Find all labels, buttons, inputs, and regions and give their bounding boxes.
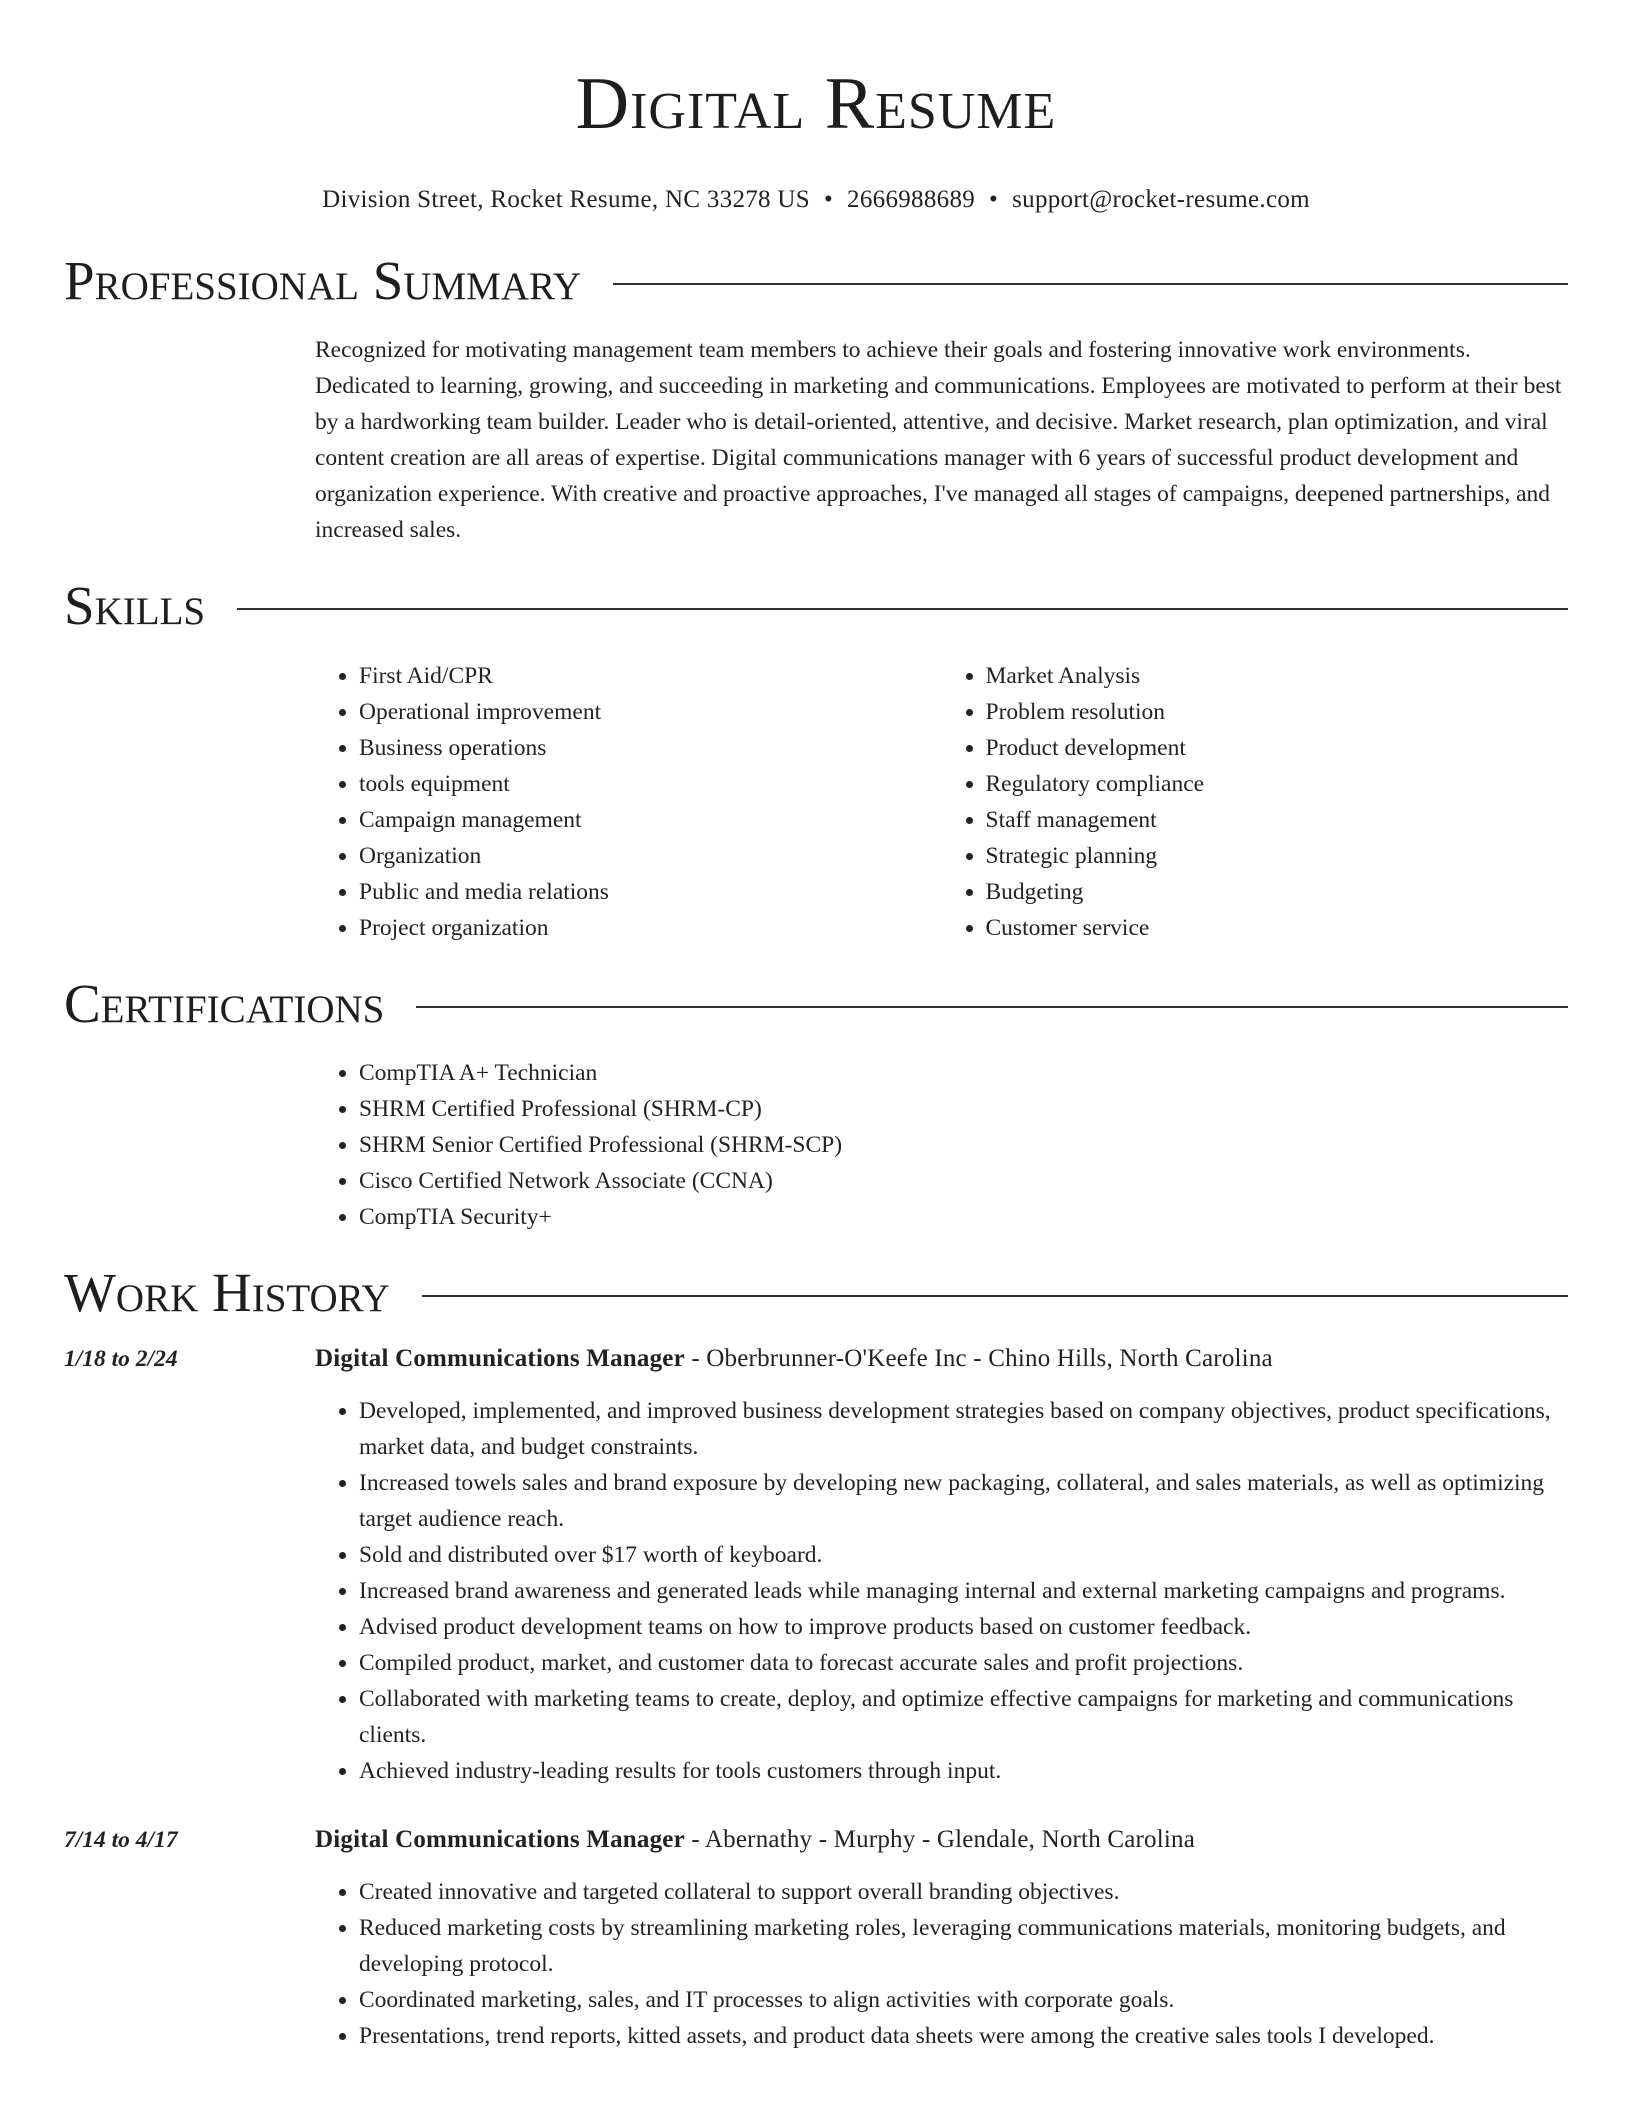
email: support@rocket-resume.com: [1012, 186, 1310, 213]
skill-item: • Business operations: [359, 730, 942, 766]
skill-item: • Strategic planning: [986, 838, 1569, 874]
job-header: [64, 1822, 1568, 1858]
job-heading: [315, 1341, 1273, 1377]
contact-separator: •: [989, 186, 999, 213]
section-title-skills: Skills: [64, 575, 206, 636]
certification-item: • CompTIA A+ Technician: [359, 1055, 1568, 1091]
job-duties: [315, 1874, 1568, 2054]
skill-item: • Customer service: [986, 910, 1569, 946]
contact-line: [64, 184, 1568, 216]
job-duty-item: • Advised product development teams on how to improve products based on customer feedback.: [359, 1609, 1568, 1645]
resume-page: [64, 0, 1568, 2054]
job-duty-item: • Reduced marketing costs by streamlining marketing roles, leveraging communications materials, monitoring budgets, and developing protocol.: [359, 1910, 1568, 1982]
job-duty-item: • Sold and distributed over $17 worth of keyboard.: [359, 1537, 1568, 1573]
section-title-work-history: Work History: [64, 1262, 390, 1323]
summary-text: Recognized for motivating management team members to achieve their goals and fostering innovative work environments. Dedicated to learning, growing, and succeeding in marketing and communications. Employees are motivated to perform at their best by a hardworking team builder. Leader who is detail-oriented, attentive, and decisive. Market research, plan optimization, and viral content creation are all areas of expertise. Digital communications manager with 6 years of successful product development and organization experience. With creative and proactive approaches, I've managed all stages of campaigns, deepened partnerships, and increased sales.: [315, 337, 1562, 543]
certifications-section: [315, 1055, 1568, 1235]
skill-item: • Operational improvement: [359, 694, 942, 730]
skills-section-header: [64, 574, 1568, 638]
job-company-location: - Oberbrunner-O'Keefe Inc - Chino Hills, North Carolina: [684, 1345, 1273, 1372]
job-duties-list: [315, 1393, 1568, 1789]
skill-item: • Campaign management: [359, 802, 942, 838]
work-section-header: [64, 1261, 1568, 1325]
section-divider: [422, 1295, 1568, 1297]
certifications-list: [315, 1055, 1568, 1235]
section-title-certifications: Certifications: [64, 973, 385, 1034]
skill-item: • Regulatory compliance: [986, 766, 1569, 802]
skills-list-left: [315, 658, 942, 946]
job-duty-item: • Compiled product, market, and customer data to forecast accurate sales and profit projections.: [359, 1645, 1568, 1681]
skill-item: • Project organization: [359, 910, 942, 946]
phone: 2666988689: [847, 186, 976, 213]
job-duty-item: • Developed, implemented, and improved business development strategies based on company objectives, product specifications, market data, and budget constraints.: [359, 1393, 1568, 1465]
job-duty-item: • Coordinated marketing, sales, and IT processes to align activities with corporate goals.: [359, 1982, 1568, 2018]
summary-section: [315, 332, 1568, 548]
certifications-section-header: [64, 972, 1568, 1036]
job-duty-item: • Increased towels sales and brand exposure by developing new packaging, collateral, and sales materials, as well as optimizing target audience reach.: [359, 1465, 1568, 1537]
section-title-summary: Professional Summary: [64, 250, 582, 311]
skill-item: • First Aid/CPR: [359, 658, 942, 694]
summary-section-header: [64, 249, 1568, 313]
job-duty-item: • Presentations, trend reports, kitted assets, and product data sheets were among the creative sales tools I developed.: [359, 2018, 1568, 2054]
job-duty-item: • Created innovative and targeted collateral to support overall branding objectives.: [359, 1874, 1568, 1910]
certification-item: • SHRM Senior Certified Professional (SHRM-SCP): [359, 1127, 1568, 1163]
certification-item: • SHRM Certified Professional (SHRM-CP): [359, 1091, 1568, 1127]
skill-item: • Public and media relations: [359, 874, 942, 910]
resume-name: Digital Resume: [575, 63, 1057, 145]
section-divider: [237, 608, 1568, 610]
job-duty-item: • Achieved industry-leading results for tools customers through input.: [359, 1753, 1568, 1789]
contact-separator: •: [823, 186, 834, 213]
skill-item: • tools equipment: [359, 766, 942, 802]
skill-item: • Problem resolution: [986, 694, 1569, 730]
skill-item: • Product development: [986, 730, 1569, 766]
job-duty-item: • Increased brand awareness and generated leads while managing internal and external marketing campaigns and programs.: [359, 1573, 1568, 1609]
section-divider: [613, 283, 1568, 285]
job-company-location: - Abernathy - Murphy - Glendale, North Carolina: [684, 1826, 1196, 1853]
skills-section: [315, 658, 1568, 946]
job-entry: [64, 1822, 1568, 2054]
skills-list-right: [942, 658, 1569, 946]
job-entry: [64, 1341, 1568, 1789]
skill-item: • Market Analysis: [986, 658, 1569, 694]
address: Division Street, Rocket Resume, NC 33278 US: [322, 186, 810, 213]
skill-item: • Budgeting: [986, 874, 1569, 910]
certification-item: • Cisco Certified Network Associate (CCNA): [359, 1163, 1568, 1199]
job-dates: 7/14 to 4/17: [64, 1827, 178, 1853]
job-title: Digital Communications Manager: [315, 1826, 685, 1853]
job-duties: [315, 1393, 1568, 1789]
job-title: Digital Communications Manager: [315, 1345, 685, 1372]
skill-item: • Staff management: [986, 802, 1569, 838]
job-duty-item: • Collaborated with marketing teams to create, deploy, and optimize effective campaigns for marketing and communications clients.: [359, 1681, 1568, 1753]
skill-item: • Organization: [359, 838, 942, 874]
job-heading: [315, 1822, 1195, 1858]
section-divider: [416, 1006, 1568, 1008]
job-dates: 1/18 to 2/24: [64, 1346, 178, 1372]
certification-item: • CompTIA Security+: [359, 1199, 1568, 1235]
job-header: [64, 1341, 1568, 1377]
job-duties-list: [315, 1874, 1568, 2054]
